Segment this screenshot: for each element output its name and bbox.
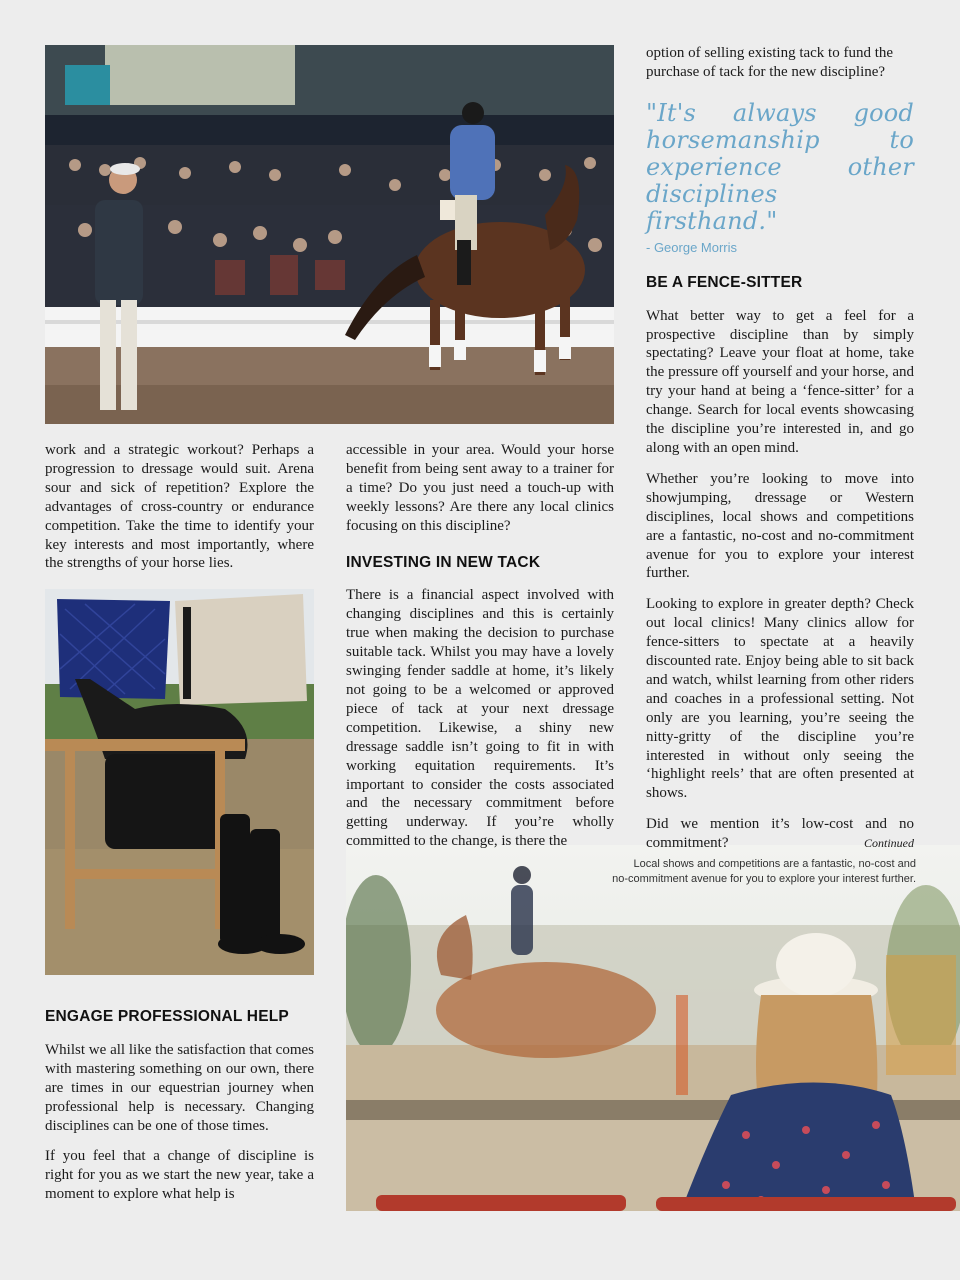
left-paragraph-1: work and a strategic workout? Perhaps a progression to dressage would suit. Arena sour and sick of repetition? Explore the advantages of cross-country or endurance competition. Take the time to identify your key interests and most importantly, where the strengths of your horse lies. xyxy=(45,442,314,572)
dressage-clinic-photo xyxy=(45,45,614,424)
caption-line-2: no-commitment avenue for you to explore your interest further. xyxy=(612,873,916,885)
right-paragraph-2: What better way to get a feel for a prospective discipline than by simply spectating? Leave your float at home, take the pressure off yourself and your horse, and try your hand at being a ‘fence-sitter’ for a change. Search for local events showcasing the discipline you’re interested in, and go along with an open mind. xyxy=(646,307,914,456)
pull-quote: "It's always good horsemanship to experience other disciplines firsthand." xyxy=(646,98,914,235)
quote-author: - George Morris xyxy=(646,239,738,255)
right-column xyxy=(646,44,914,853)
left-paragraph-2: Whilst we all like the satisfaction that comes with mastering something on our own, there are times in our equestrian journey when professional help is necessary. Changing disciplines can be one of those times. xyxy=(45,1041,314,1134)
photo-caption xyxy=(596,857,916,887)
right-paragraph-1: option of selling existing tack to fund the purchase of tack for the new discipline? xyxy=(646,45,894,80)
middle-paragraph-1: accessible in your area. Would your horse benefit from being sent away to a trainer for a time? Do you just need a touch-up with weekly lessons? Are there any local clinics focusing on this discipline? xyxy=(346,442,614,534)
middle-paragraph-2: There is a financial aspect involved with changing disciplines and this is certainly true when making the decision to purchase suitable tack. Whilst you may have a lovely swinging fender saddle at home, it’s likely not going to be a welcomed or approved piece of tack at your next dressage competition. Likewise, a shiny new dressage saddle isn’t going to fit in with working equitation requirements. It’s important to consider the costs associated and the necessary commitment before getting underway. If you’re wholly committed to the change, is there the xyxy=(346,587,614,850)
continued-label: Continued xyxy=(864,836,914,851)
left-column xyxy=(45,441,314,585)
right-paragraph-3: Whether you’re looking to move into showjumping, dressage or Western disciplines, local shows and competitions are a fantastic, no-cost and no-commitment avenue for you to explore your interest further. xyxy=(646,470,914,582)
left-column-lower xyxy=(45,1008,314,1204)
right-paragraph-5 xyxy=(646,815,914,853)
left-paragraph-3: If you feel that a change of discipline is right for you as we start the new year, take a moment to explore what help is xyxy=(45,1148,314,1203)
caption-line-1: Local shows and competitions are a fantastic, no-cost and xyxy=(633,858,916,870)
middle-column xyxy=(346,441,614,851)
engage-help-heading: ENGAGE PROFESSIONAL HELP xyxy=(45,1008,289,1025)
right-paragraph-5-text: Did we mention it’s low-cost and no commitment? xyxy=(646,816,914,852)
new-tack-heading: INVESTING IN NEW TACK xyxy=(346,553,541,571)
right-paragraph-4: Looking to explore in greater depth? Check out local clinics! Many clinics allow for fence-sitters to spectate at a heavily discounted rate. Enjoy being able to sit back and watch, whilst learning from other riders and coaches in a professional setting. Not only are you learning, you’re seeing the nitty-gritty of the discipline you’re interested in without only seeing the ‘highlight reels’ that are often presented at shows. xyxy=(646,596,914,802)
dressage-saddle-photo xyxy=(45,589,314,975)
fence-sitter-heading: BE A FENCE-SITTER xyxy=(646,273,803,291)
spectator-showjumping-photo xyxy=(346,845,960,1211)
